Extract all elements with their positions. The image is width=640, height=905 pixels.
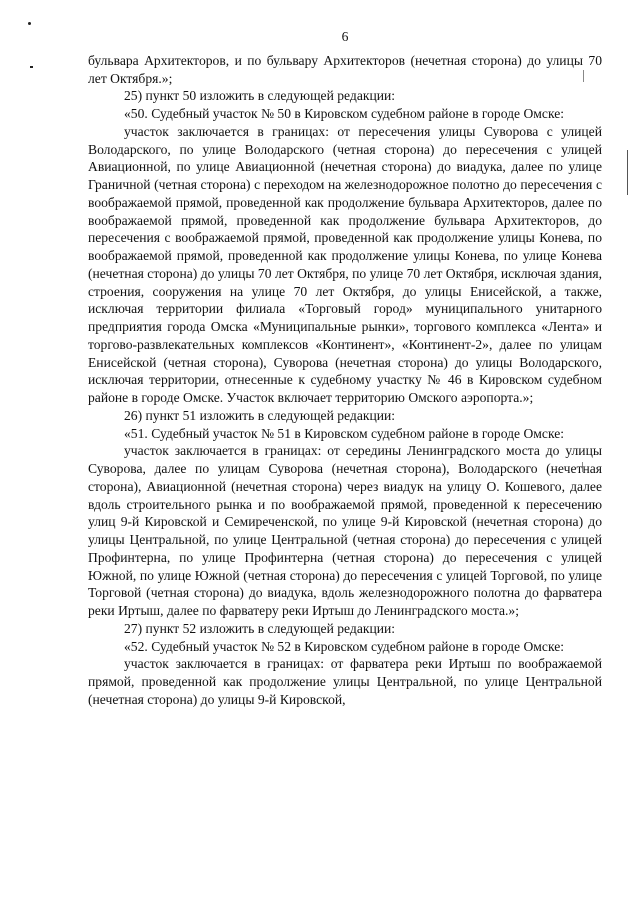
paragraph-item-25: 25) пункт 50 изложить в следующей редакции: xyxy=(124,88,396,104)
document-page xyxy=(88,28,602,709)
paragraph-section-50-title: «50. Судебный участок № 50 в Кировском судебном районе в городе Омске: xyxy=(124,106,565,121)
paragraph-section-51-title: «51. Судебный участок № 51 в Кировском судебном районе в городе Омске: xyxy=(124,425,565,441)
paragraph-continuation: бульвара Архитекторов, и по бульвару Архитекторов (нечетная сторона) до улицы 70 лет Октября.»; xyxy=(88,52,602,86)
scan-edge-line xyxy=(627,150,628,195)
paragraph-section-51-body: участок заключается в границах: от середины Ленинградского моста до улицы Суворова, далее по улицам Суворова (нечетная сторона), Володарского (нечетная сторона), Авиационной (нечетная сторона) через виадук на улицу О. Кошевого, далее вдоль строительного рынка и по воображаемой прямой, проведенной к пересечению улиц 9-й Кировской и Семиреченской, по улице 9-й Кировской (нечетная сторона) до улицы Центральной, по улице Центральной (четная сторона) до пересечения с улицей Профинтерна, по улице Профинтерна (четная сторона) до пересечения с улицей Южной, по улице Южной (четная сторона) до пересечения с улицей Торговой, по улице Торговой (четная сторона) до виадука, вдоль железнодорожного полотна до фарватера реки Иртыш, далее по фарватеру реки Иртыш до Ленинградского моста.»; xyxy=(88,443,602,618)
paragraph-item-26: 26) пункт 51 изложить в следующей редакции: xyxy=(124,407,396,423)
paragraph-item-27: 27) пункт 52 изложить в следующей редакции: xyxy=(124,620,396,636)
paragraph-section-52-body: участок заключается в границах: от фарватера реки Иртыш по воображаемой прямой, проведенной как продолжение улицы Центральной, по улице Центральной (нечетная сторона) до улицы 9-й Кировской, xyxy=(88,656,602,707)
paragraph-section-52-title: «52. Судебный участок № 52 в Кировском судебном районе в городе Омске: xyxy=(124,638,565,654)
scan-dot xyxy=(28,22,31,25)
paragraph-section-50-body: участок заключается в границах: от пересечения улицы Суворова с улицей Володарского, по улице Володарского (четная сторона) до пересечения с улицей Авиационной, по улице Авиационной (нечетная сторона) до виадука, далее по улице Граничной (четная сторона) с переходом на железнодорожное полотно до пересечения с воображаемой прямой, проведенной как продолжение бульвара Архитекторов, далее по воображаемой прямой, проведенной как продолжение бульвара Архитекторов, до пересечения с воображаемой прямой, проведенной как продолжение улицы Конева, по воображаемой прямой, проведенной как продолжение улицы Конева, по улице Конева (нечетная сторона) до улицы 70 лет Октября, по улице 70 лет Октября, исключая здания, строения, сооружения на улице 70 лет Октября, до улицы Енисейской, а также, исключая территории филиала «Торговый город» муниципального унитарного предприятия города Омска «Муниципальные рынки», торгового комплекса «Лента» и торгово-развлекательных комплексов «Континент», «Континент-2», далее по улицам Енисейской (четная сторона), Суворова (нечетная сторона) до улицы Володарского, исключая территории, отнесенные к судебному участку № 46 в Кировском судебном районе в городе Омске. Участок включает территорию Омского аэропорта.»; xyxy=(88,123,602,405)
scan-dot xyxy=(30,66,33,68)
page-number: 6 xyxy=(341,29,349,44)
